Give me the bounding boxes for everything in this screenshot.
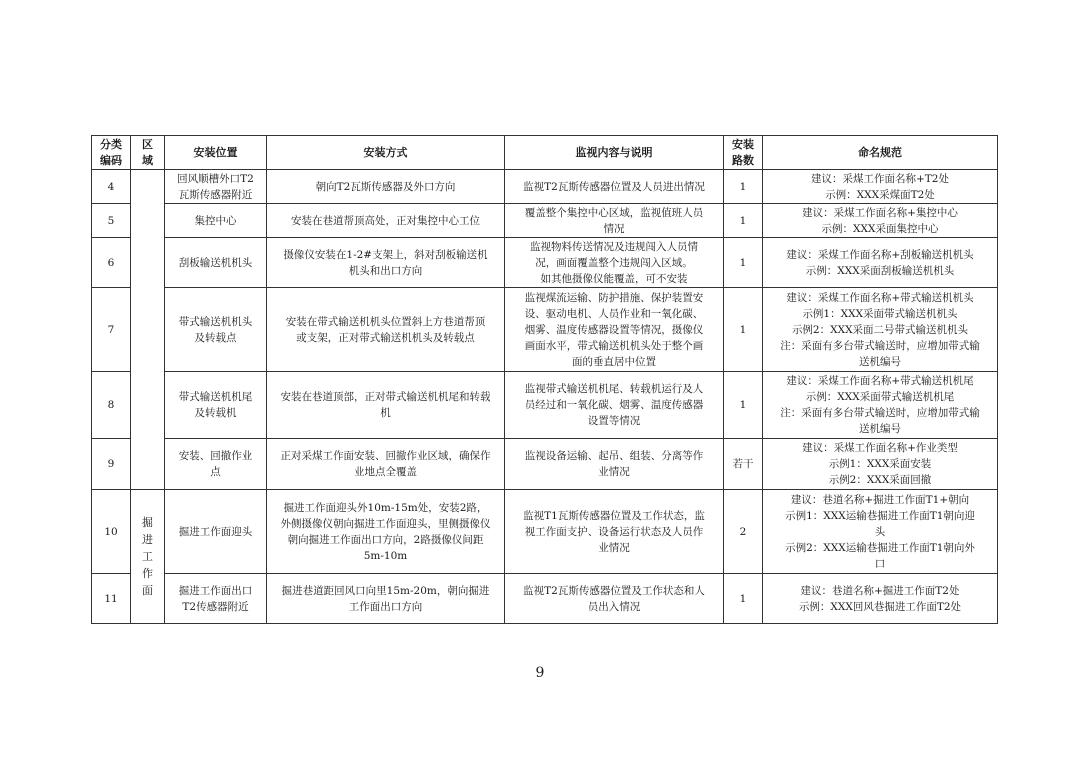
- cell-code: 4: [92, 170, 131, 204]
- cell-naming: 建议：采煤工作面名称+集控中心 示例：XXX采面集控中心: [763, 204, 998, 238]
- cell-code: 11: [92, 574, 131, 624]
- cell-count: 1: [724, 170, 763, 204]
- cell-naming: 建议：采煤工作面名称+刮板输送机机头 示例：XXX采面刮板输送机机头: [763, 238, 998, 288]
- cell-count: 1: [724, 288, 763, 372]
- cell-method: 安装在巷道帮顶高处，正对集控中心工位: [267, 204, 505, 238]
- header-method: 安装方式: [267, 136, 505, 170]
- cell-naming: 建议：采煤工作面名称+带式输送机机头 示例1：XXX采面带式输送机机头 示例2：XXX采面二号带式输送机机头 注：采面有多台带式输送时，应增加带式输 送机编号: [763, 288, 998, 372]
- header-content: 监视内容与说明: [505, 136, 724, 170]
- cell-location: 刮板输送机机头: [165, 238, 267, 288]
- cell-content: 覆盖整个集控中心区域，监视值班人员 情况: [505, 204, 724, 238]
- cell-area-group: 掘 进 工 作 面: [131, 490, 165, 624]
- cell-method: 正对采煤工作面安装、回撤作业区域，确保作 业地点全覆盖: [267, 439, 505, 490]
- cell-count: 1: [724, 574, 763, 624]
- cell-method: 朝向T2瓦斯传感器及外口方向: [267, 170, 505, 204]
- table-row: [92, 204, 998, 238]
- cell-location: 安装、回撤作业 点: [165, 439, 267, 490]
- cell-naming: 建议：采煤工作面名称+T2处 示例：XXX采煤面T2处: [763, 170, 998, 204]
- table-row: [92, 372, 998, 439]
- table-row: [92, 490, 998, 574]
- cell-count: 若干: [724, 439, 763, 490]
- cell-code: 9: [92, 439, 131, 490]
- cell-location: 掘进工作面迎头: [165, 490, 267, 574]
- header-count: 安装 路数: [724, 136, 763, 170]
- cell-code: 6: [92, 238, 131, 288]
- table-row: [92, 170, 998, 204]
- cell-location: 回风顺槽外口T2 瓦斯传感器附近: [165, 170, 267, 204]
- cell-content: 监视煤流运输、防护措施、保护装置安 设、驱动电机、人员作业和一氧化碳、 烟雾、温度传感器设置等情况，摄像仪 画面水平，带式输送机机头处于整个画 面的垂直居中位置: [505, 288, 724, 372]
- cell-content: 监视带式输送机机尾、转载机运行及人 员经过和一氧化碳、烟雾、温度传感器 设置等情况: [505, 372, 724, 439]
- cell-area-empty: [131, 170, 165, 490]
- cell-content: 监视设备运输、起吊、组装、分离等作 业情况: [505, 439, 724, 490]
- cell-location: 带式输送机机尾 及转载机: [165, 372, 267, 439]
- cell-naming: 建议：巷道名称+掘进工作面T1+朝向 示例1：XXX运输巷掘进工作面T1朝向迎 头 示例2：XXX运输巷掘进工作面T1朝向外 口: [763, 490, 998, 574]
- cell-naming: 建议：采煤工作面名称+作业类型 示例1：XXX采面安装 示例2：XXX采面回撤: [763, 439, 998, 490]
- header-area: 区 域: [131, 136, 165, 170]
- cell-code: 7: [92, 288, 131, 372]
- cell-location: 带式输送机机头 及转载点: [165, 288, 267, 372]
- cell-location: 掘进工作面出口 T2传感器附近: [165, 574, 267, 624]
- camera-installation-table: [91, 135, 998, 624]
- cell-count: 1: [724, 204, 763, 238]
- cell-method: 掘进巷道距回风口向里15m-20m，朝向掘进 工作面出口方向: [267, 574, 505, 624]
- table-header-row: [92, 136, 998, 170]
- cell-location: 集控中心: [165, 204, 267, 238]
- cell-content: 监视T1瓦斯传感器位置及工作状态，监 视工作面支护、设备运行状态及人员作 业情况: [505, 490, 724, 574]
- cell-count: 1: [724, 372, 763, 439]
- table-row: [92, 238, 998, 288]
- header-code: 分类 编码: [92, 136, 131, 170]
- cell-count: 1: [724, 238, 763, 288]
- cell-content: 监视物料传送情况及违规闯入人员情 况，画面覆盖整个违规闯入区域。 如其他摄像仪能覆盖，可不安装: [505, 238, 724, 288]
- header-naming: 命名规范: [763, 136, 998, 170]
- cell-naming: 建议：巷道名称+掘进工作面T2处 示例：XXX回风巷掘进工作面T2处: [763, 574, 998, 624]
- table-row: [92, 574, 998, 624]
- cell-code: 5: [92, 204, 131, 238]
- cell-content: 监视T2瓦斯传感器位置及人员进出情况: [505, 170, 724, 204]
- cell-content: 监视T2瓦斯传感器位置及工作状态和人 员出入情况: [505, 574, 724, 624]
- cell-naming: 建议：采煤工作面名称+带式输送机机尾 示例：XXX采面带式输送机机尾 注：采面有多台带式输送时，应增加带式输 送机编号: [763, 372, 998, 439]
- cell-code: 10: [92, 490, 131, 574]
- table-row: [92, 288, 998, 372]
- page-number: 9: [535, 665, 545, 681]
- cell-method: 摄像仪安装在1-2#支架上，斜对刮板输送机 机头和出口方向: [267, 238, 505, 288]
- cell-method: 安装在巷道顶部，正对带式输送机机尾和转载 机: [267, 372, 505, 439]
- cell-code: 8: [92, 372, 131, 439]
- cell-method: 掘进工作面迎头外10m-15m处，安装2路， 外侧摄像仪朝向掘进工作面迎头，里侧摄像仪 朝向掘进工作面出口方向，2路摄像仪间距 5m-10m: [267, 490, 505, 574]
- header-location: 安装位置: [165, 136, 267, 170]
- cell-count: 2: [724, 490, 763, 574]
- table-row: [92, 439, 998, 490]
- cell-method: 安装在带式输送机机头位置斜上方巷道帮顶 或支架，正对带式输送机机头及转载点: [267, 288, 505, 372]
